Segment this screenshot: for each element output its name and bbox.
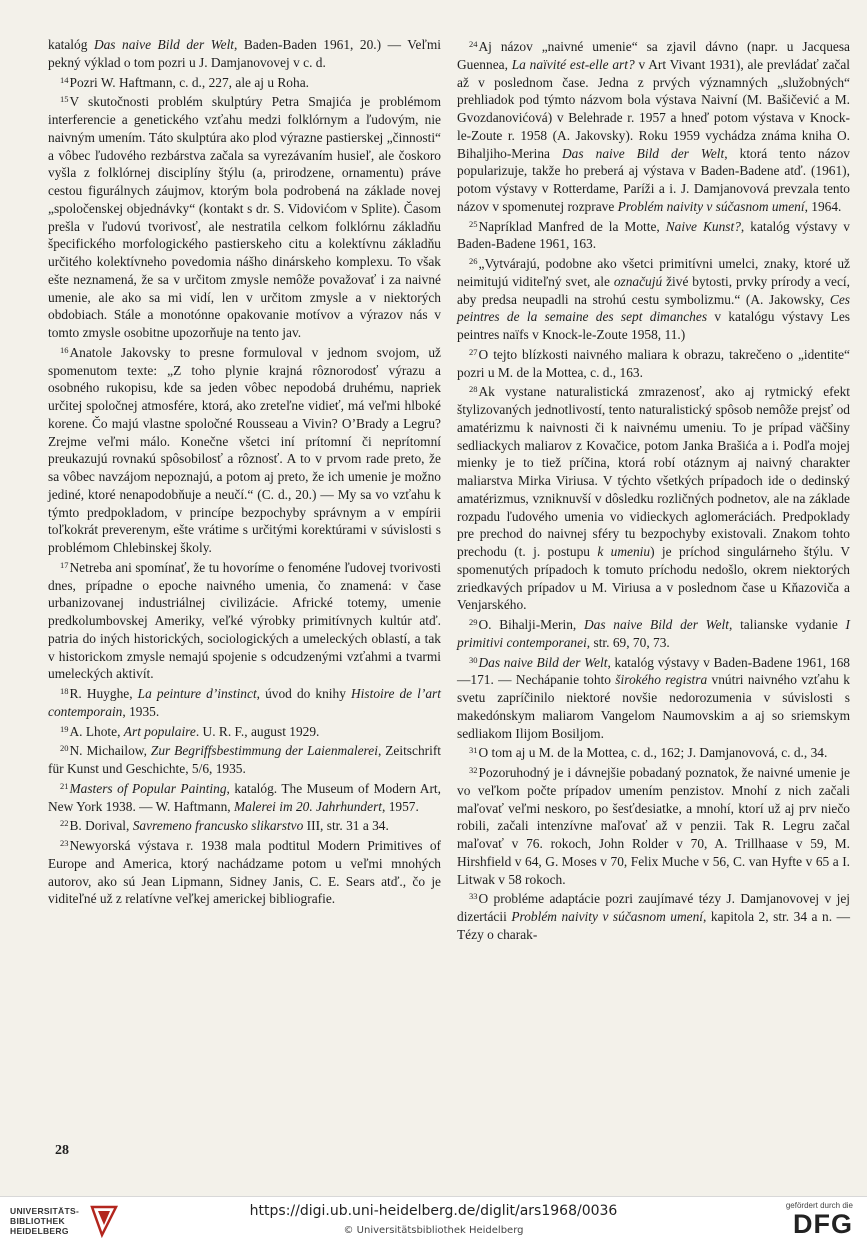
footnote-paragraph: $^{16}$Anatole Jakovsky to presne formuloval v jednom svojom, už spomenutom texte: „Z toho plynie krajná rôznorodosť výrazu a osobného rukopisu, kde sa jeden vôbec nepodobá druhému, napriek určitej spoločnej atmosfére, ktorá, ako zreteľne vidieť, má veľmi hlboké korene. Čo majú vlastne spoločné Rousseau a Vivin? O’Brady a Legru? Zrejme veľmi málo. Konečne všetci iní prítomní či neprítomní preukazujú rovnakú spôsobilosť a rôznosť. A to v prvom rade preto, že sa vôbec navzájom nepoznajú, a potom aj preto, že ich umenie je možno jediné, ktoré nenapodobňuje a neučí.“ (C. d., 20.) — My sa vo vzťahu k týmto predpokladom, v princípe bezpochyby správnym a v empírii toľkokrát preverenym, ešte vrátime s určitými korektúrami v súvislosti s problémom Chlebinskej školy. bbox=[48, 344, 441, 555]
footnote-paragraph: $^{30}$Das naive Bild der Welt, katalóg výstavy v Baden-Badene 1961, 168—171. — Nechápanie tohto širokého registra vnútri naivného vzťahu k svetu zapríčinilo niektoré novšie nedorozumenia v súvislosti s makedónskym maliarom Vangelom Naumovskim a aj so sriemskym sedliakom Ilijom Bosiljom. bbox=[457, 654, 850, 741]
footnote-paragraph: katalóg Das naive Bild der Welt, Baden-Baden 1961, 20.) — Veľmi pekný výklad o tom pozri u J. Damjanovovej v c. d. bbox=[48, 37, 441, 70]
footnote-paragraph: $^{22}$B. Dorival, Savremeno francusko slikarstvo III, str. 31 a 34. bbox=[60, 818, 389, 834]
footnote-paragraph: $^{28}$Ak vystane naturalistická zmrazenosť, ako aj rytmický efekt štylizovaných jednotlivostí, tento naturalistický spôsob nemôže prejsť od amatérizmu k naivnosti či k naivnému umeniu. To je prípad väčšiny sedliackych maliarov z Kovačice, potom Janka Brašića a i. Podľa mojej mienky je to tiež príčina, ktorá robí otáznym aj naivný charakter maliarstva Mirka Viriusa. V týchto všetkých prípadoch ide o dedinský amatérizmus, vzniknuvší v dôsledku rozličných podnetov, ale na základe rozpadu ľudového umenia vo vidieckych aglomeráciách. Predpoklady pre prechod do naivnej sféry tu bezpochyby existovali. Znakom tohto prechodu (t. j. postupu k umeniu) je príchod singulárneho štýlu. V spomenutých prípadoch k tomuto príchodu nedošlo, okrem niektorých zriedkavých prípadov u M. Viriusa a v poslednom čase u Kňazoviča a Venjarského. bbox=[457, 384, 850, 613]
footnote-paragraph: $^{15}$V skutočnosti problém skulptúry Petra Smajića je problémom interferencie a genetického vzťahu medzi folklórnym a ľudovým, nie naivným umením. Táto skulptúra ako plod výrazne pastierskej „činnosti“ a vôbec ľudového rezbárstva začala sa vyrezávaním husieľ, ale čoskoro vyšla z folklórnej disciplíny štýlu (a, prirodzene, ornamentu) práve cestou figurálnych záujmov, ktorým bola podrobená na základe novej „spoločenskej objednávky“ (kontakt s dr. S. Vidovićom v Splite). Časom prešla v ľudovú tvorivosť, ale nestratila celkom folklórnu základňu špecifického morfologického pastierskeho citu a kolektívnu základňu určitého kolektívneho povedomia nášho dinárskeho komplexu. To však ešte neznamená, že sa v určitom zmysle nemôže považovať i za naivné umenie, ale ako sa mi vidí, len v určitom zmysle a v niektorých obdobiach. Stále a monotónne opakovanie motívov a výrazov nás v tomto zmysle osobitne upozorňuje na tento jav. bbox=[48, 94, 441, 340]
dfg-logo[interactable] bbox=[763, 1201, 853, 1241]
document-url-link[interactable]: https://digi.ub.uni-heidelberg.de/diglit/ars1968/0036 bbox=[249, 1203, 618, 1219]
footnote-paragraph: $^{18}$R. Huyghe, La peinture d’instinct, úvod do knihy Histoire de l’art contemporain, 1935. bbox=[48, 686, 441, 719]
right-column bbox=[457, 36, 850, 944]
footnote-paragraph: $^{14}$Pozri W. Haftmann, c. d., 227, ale aj u Roha. bbox=[60, 74, 309, 90]
footnote-paragraph: $^{23}$Newyorská výstava r. 1938 mala podtitul Modern Primitives of Europe and America, ktorý nachádzame potom u veľmi mnohých autorov, ako sú Jean Lipmann, Sidney Janis, C. E. Sears atď., čo je viditeľné už z relatívne veľkej americkej bibliografie. bbox=[48, 838, 441, 907]
footnote-paragraph: $^{32}$Pozoruhodný je i dávnejšie pobadaný poznatok, že naivné umenie je vo veľkom počte prípadov umením penzistov. Mnohí z nich začali maľovať veľmi neskoro, po šesťdesiatke, a mnohí, ktorí už aj prv niečo robili, začali intenzívne maľovať až v penzii. Tak R. Legru začal maľovať v 76. rokoch, John Rolder v 70, A. Trillhaase v 59, M. Hirshfield v 64, G. Moses v 70, Felix Muche v 56, C. van Hyfte v 65 a I. Litwak v 58 rokoch. bbox=[457, 765, 850, 887]
viewer-footer bbox=[0, 1196, 867, 1245]
footnote-paragraph: $^{31}$O tom aj u M. de la Mottea, c. d., 162; J. Damjanovová, c. d., 34. bbox=[469, 745, 828, 761]
footnote-paragraph: $^{33}$O probléme adaptácie pozri zaujímavé tézy J. Damjanovovej v jej dizertácii Problém naivity v súčasnom umení, kapitola 2, str. 34 a n. — Tézy o charak- bbox=[457, 891, 850, 942]
footnote-paragraph: $^{24}$Aj názov „naivné umenie“ sa zjavil dávno (napr. u Jacquesa Guennea, La naïvité est-elle art? v Art Vivant 1931), ale prevládať začal až v poslednom čase. Jedna z prvých významných „služobných“ prehliadok pod týmto názvom bola výstava Naivní (M. Bašičević a M. Gvozdanovićová) v Belehrade r. 1957 a hneď potom výstava v Knock-le-Zoute r. 1958 (A. Jakovsky). Roku 1959 vychádza známa kniha O. Bihaljiho-Merina Das naive Bild der Welt, ktorá tento názov popularizuje, takže ho preberá aj výstava v Baden-Badene atď. (1961), potom výstavy v Rotterdame, Paríži a i. J. Damjanovová prevzala tento názov v spomenutej rozprave Problém naivity v súčasnom umení, 1964. bbox=[457, 39, 850, 214]
footnote-paragraph: $^{26}$„Vytvárajú, podobne ako všetci primitívni umelci, znaky, ktoré už neimitujú viditeľný svet, ale označujú živé bytosti, prvky prírody a vecí, aby predsa neupadli na strohú cestu symbolizmu.“ (A. Jakowsky, Ces peintres de la semaine des sept dimanches v katalógu výstavy Les peintres naïfs v Knock-le-Zoute 1958, 11.) bbox=[457, 256, 850, 342]
footnote-paragraph: $^{27}$O tejto blízkosti naivného maliara k obrazu, takrečeno o „identite“ pozri u M. de la Mottea, c. d., 163. bbox=[457, 346, 850, 380]
left-column bbox=[48, 36, 441, 908]
copyright-notice: © Universitätsbibliothek Heidelberg bbox=[343, 1225, 524, 1236]
footnote-paragraph: $^{19}$A. Lhote, Art populaire. U. R. F., august 1929. bbox=[60, 723, 320, 739]
dfg-wordmark: DFG bbox=[793, 1209, 853, 1239]
funded-by-label: gefördert durch die bbox=[785, 1201, 853, 1210]
footnote-paragraph: $^{25}$Napríklad Manfred de la Motte, Naive Kunst?, katalóg výstavy v Baden-Badene 1961, 163. bbox=[457, 218, 851, 252]
footnote-paragraph: $^{17}$Netreba ani spomínať, že tu hovoríme o fenoméne ľudovej tvorivosti dnes, prípadne o epoche naivného umenia, čo znamená: v čase urbanizovanej industriálnej civilizácie. Africké totemy, umenie predkolumbovskej Ameriky, veľké výrobky primitívnych kultúr atď. patria do iných historických, sociologických a umeleckých oblastí, a tak v historickom zmysle nemajú spojenie s odcudzenými vzťahmi a tvarmi umeleckých aktivít. bbox=[48, 559, 441, 682]
logo-text: UNIVERSITÄTS- BIBLIOTHEK HEIDELBERG bbox=[10, 1206, 80, 1236]
footnote-paragraph: $^{21}$Masters of Popular Painting, katalóg. The Museum of Modern Art, New York 1938. — W. Haftmann, Malerei im 20. Jahrhundert, 1957. bbox=[48, 780, 441, 814]
footnote-paragraph: $^{29}$O. Bihalji-Merin, Das naive Bild der Welt, talianske vydanie I primitivi contemporanei, str. 69, 70, 73. bbox=[457, 617, 850, 650]
footnote-paragraph: $^{20}$N. Michailow, Zur Begriffsbestimmung der Laienmalerei, Zeitschrift für Kunst und Geschichte, 5/6, 1935. bbox=[48, 743, 441, 776]
page-number: 28 bbox=[55, 1143, 69, 1158]
